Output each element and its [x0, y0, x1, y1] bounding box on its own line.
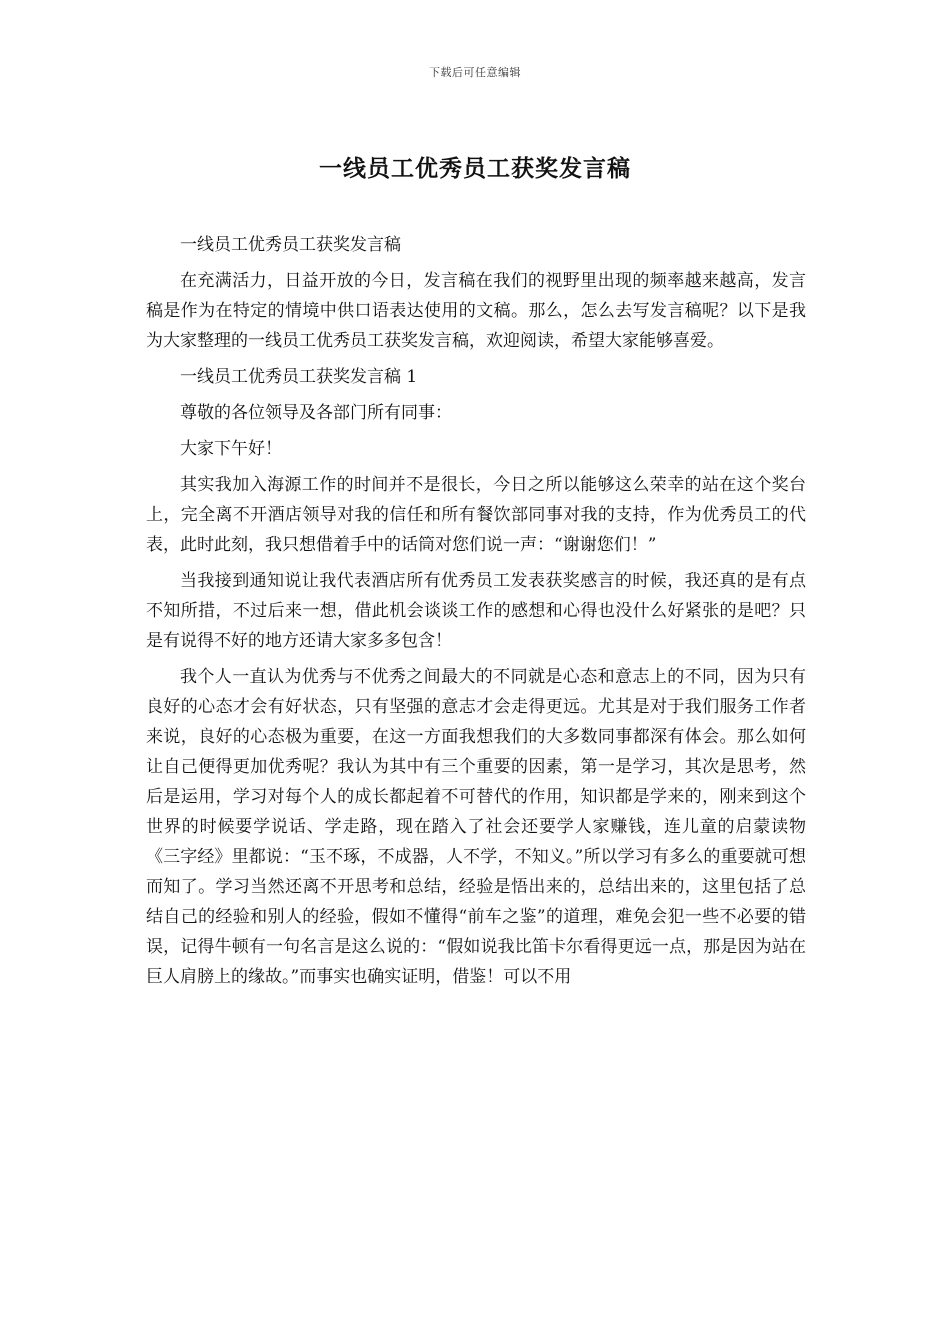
paragraph-salutation: 尊敬的各位领导及各部门所有同事： [180, 403, 452, 423]
paragraph-body-2: 当我接到通知说让我代表酒店所有优秀员工发表获奖感言的时候，我还真的是有点不知所措，不过后来一想，借此机会谈谈工作的感想和心得也没什么好紧张的是吧？只是有说得不好的地方还请大家多多包含！ [146, 571, 806, 651]
paragraph-section-heading: 一线员工优秀员工获奖发言稿 1 [180, 367, 418, 387]
paragraph-subtitle: 一线员工优秀员工获奖发言稿 [180, 235, 401, 255]
header-note: 下载后可任意编辑 [429, 66, 521, 79]
paragraph-body-1: 其实我加入海源工作的时间并不是很长，今日之所以能够这么荣幸的站在这个奖台上，完全离不开酒店领导对我的信任和所有餐饮部同事对我的支持，作为优秀员工的代表，此时此刻，我只想借着手中的话筒对您们说一声：“谢谢您们！” [146, 475, 806, 555]
paragraph-body-3: 我个人一直认为优秀与不优秀之间最大的不同就是心态和意志上的不同，因为只有良好的心态才会有好状态，只有坚强的意志才会走得更远。尤其是对于我们服务工作者来说，良好的心态极为重要，在这一方面我想我们的大多数同事都深有体会。那么如何让自己便得更加优秀呢？我认为其中有三个重要的因素，第一是学习，其次是思考，然后是运用，学习对每个人的成长都起着不可替代的作用，知识都是学来的，刚来到这个世界的时候要学说话、学走路，现在踏入了社会还要学人家赚钱，连儿童的启蒙读物《三字经》里都说：“玉不琢，不成器，人不学，不知义。”所以学习有多么的重要就可想而知了。学习当然还离不开思考和总结，经验是悟出来的，总结出来的，这里包括了总结自己的经验和别人的经验，假如不懂得“前车之鉴”的道理，难免会犯一些不必要的错误，记得牛顿有一句名言是这么说的：“假如说我比笛卡尔看得更远一点，那是因为站在巨人肩膀上的缘故。”而事实也确实证明，借鉴！可以不用 [146, 667, 806, 987]
paragraph-greeting: 大家下午好！ [180, 439, 282, 459]
document-body [146, 230, 806, 998]
paragraph-intro: 在充满活力，日益开放的今日，发言稿在我们的视野里出现的频率越来越高，发言稿是作为在特定的情境中供口语表达使用的文稿。那么，怎么去写发言稿呢？以下是我为大家整理的一线员工优秀员工获奖发言稿，欢迎阅读，希望大家能够喜爱。 [146, 271, 806, 351]
document-title: 一线员工优秀员工获奖发言稿 [319, 155, 631, 182]
